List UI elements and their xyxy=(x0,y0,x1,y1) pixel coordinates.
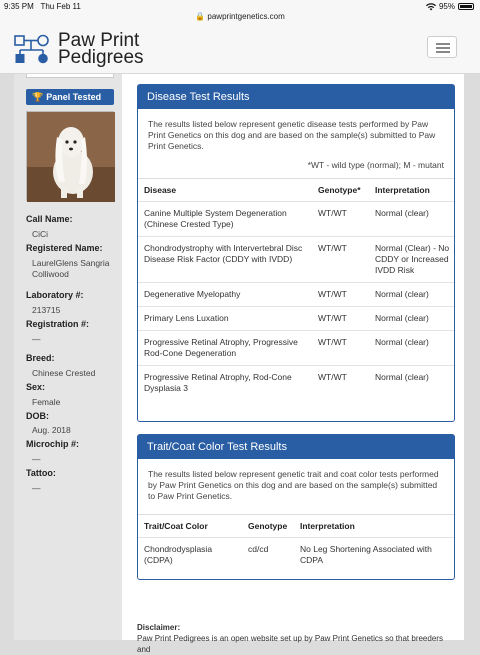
dog-photo[interactable] xyxy=(26,111,114,201)
site-logo[interactable] xyxy=(14,32,144,66)
table-header-row xyxy=(138,515,454,538)
url-text: pawprintgenetics.com xyxy=(207,12,285,21)
interpretation-value: Normal (clear) xyxy=(371,366,454,401)
genotype-value: WT/WT xyxy=(314,202,371,237)
laboratory-number-value: 213715 xyxy=(32,305,61,315)
results-content xyxy=(122,74,464,654)
disease-name: Primary Lens Luxation xyxy=(138,307,314,331)
battery-indicator xyxy=(426,2,474,11)
registered-name-value: LaurelGlens Sangria Colliwood xyxy=(32,258,110,279)
genotype-value: WT/WT xyxy=(314,307,371,331)
genotype-value: WT/WT xyxy=(314,283,371,307)
battery-percent: 95% xyxy=(438,2,455,11)
logo-wordmark: Paw Print Pedigrees xyxy=(58,30,144,68)
panel-tested-badge[interactable]: 🏆 Panel Tested xyxy=(26,89,114,105)
status-time: 9:35 PM Thu Feb 11 xyxy=(4,2,81,11)
wifi-icon xyxy=(426,3,436,11)
genotype-column-header: Genotype xyxy=(244,515,296,538)
genotype-value: WT/WT xyxy=(314,331,371,366)
table-row xyxy=(138,538,454,573)
trophy-icon: 🏆 xyxy=(32,91,44,102)
registered-name-label: Registered Name: xyxy=(26,243,103,253)
table-row xyxy=(138,202,454,237)
genotype-column-header: Genotype* xyxy=(314,179,371,202)
interpretation-column-header: Interpretation xyxy=(371,179,454,202)
laboratory-number-label: Laboratory #: xyxy=(26,290,84,300)
genotype-value: WT/WT xyxy=(314,366,371,401)
dog-photo-image xyxy=(27,112,115,202)
trait-results-table xyxy=(138,514,454,572)
disease-name: Degenerative Myelopathy xyxy=(138,283,314,307)
interpretation-value: Normal (clear) xyxy=(371,283,454,307)
trait-results-card xyxy=(137,434,455,580)
disclaimer-text: Paw Print Pedigrees is an open website set up by Paw Print Genetics so that breeders and xyxy=(137,634,443,654)
hamburger-icon xyxy=(436,43,450,45)
lock-icon: 🔒 xyxy=(195,12,206,21)
disease-name: Chondrodystrophy with Intervertebral Disc Disease Risk Factor (CDDY with IVDD) xyxy=(138,237,314,283)
breed-label: Breed: xyxy=(26,353,55,363)
sex-label: Sex: xyxy=(26,382,46,392)
pedigree-logo-icon xyxy=(14,33,52,65)
interpretation-value: Normal (clear) xyxy=(371,307,454,331)
microchip-label: Microchip #: xyxy=(26,439,80,449)
table-row xyxy=(138,331,454,366)
trait-results-intro: The results listed below represent genetic trait and coat color tests performed by Paw Print Genetics on this dog and are based on the sample(s) submitted to Paw Print Genetics. xyxy=(148,469,439,501)
trait-column-header: Trait/Coat Color xyxy=(138,515,244,538)
hamburger-icon-line xyxy=(436,47,450,49)
tattoo-label: Tattoo: xyxy=(26,468,56,478)
table-header-row xyxy=(138,179,454,202)
interpretation-column-header: Interpretation xyxy=(296,515,454,538)
call-name-value: CiCi xyxy=(32,229,49,239)
table-row xyxy=(138,366,454,401)
interpretation-value: Normal (clear) xyxy=(371,202,454,237)
genotype-legend: *WT - wild type (normal); M - mutant xyxy=(307,160,444,170)
disease-column-header: Disease xyxy=(138,179,314,202)
disease-results-intro: The results listed below represent genetic disease tests performed by Paw Print Genetics on this dog and are based on the sample(s) submitted to Paw Print Genetics. xyxy=(148,119,436,151)
table-row xyxy=(138,237,454,283)
battery-icon xyxy=(458,3,474,10)
tattoo-value: — xyxy=(32,483,41,493)
url-bar[interactable] xyxy=(0,12,480,21)
table-row xyxy=(138,283,454,307)
dog-profile-sidebar xyxy=(14,74,122,640)
call-name-label: Call Name: xyxy=(26,214,73,224)
breed-value: Chinese Crested xyxy=(32,368,96,378)
disease-name: Progressive Retinal Atrophy, Rod-Cone Dysplasia 3 xyxy=(138,366,314,401)
trait-results-title: Trait/Coat Color Test Results xyxy=(138,435,454,459)
genotype-value: cd/cd xyxy=(244,538,296,573)
dob-label: DOB: xyxy=(26,411,49,421)
disease-results-title: Disease Test Results xyxy=(138,85,454,109)
interpretation-value: Normal (Clear) - No CDDY or Increased IVDD Risk xyxy=(371,237,454,283)
disclaimer-title: Disclaimer: xyxy=(137,623,181,632)
disease-name: Canine Multiple System Degeneration (Chinese Crested Type) xyxy=(138,202,314,237)
dob-value: Aug. 2018 xyxy=(32,425,71,435)
genotype-value: WT/WT xyxy=(314,237,371,283)
disclaimer xyxy=(137,622,457,655)
sex-value: Female xyxy=(32,397,61,407)
disease-results-card xyxy=(137,84,455,422)
trait-name: Chondrodysplasia (CDPA) xyxy=(138,538,244,573)
table-row xyxy=(138,307,454,331)
right-gutter xyxy=(464,74,480,640)
sidebar-search-box[interactable] xyxy=(26,74,114,78)
menu-toggle-button[interactable] xyxy=(427,36,457,58)
disease-results-table xyxy=(138,178,454,400)
site-header xyxy=(0,14,480,74)
interpretation-value: No Leg Shortening Associated with CDPA xyxy=(296,538,454,573)
microchip-value: — xyxy=(32,454,41,464)
disease-name: Progressive Retinal Atrophy, Progressive Rod-Cone Degeneration xyxy=(138,331,314,366)
hamburger-icon-line xyxy=(436,51,450,53)
registration-number-label: Registration #: xyxy=(26,319,90,329)
registration-number-value: — xyxy=(32,334,41,344)
interpretation-value: Normal (clear) xyxy=(371,331,454,366)
